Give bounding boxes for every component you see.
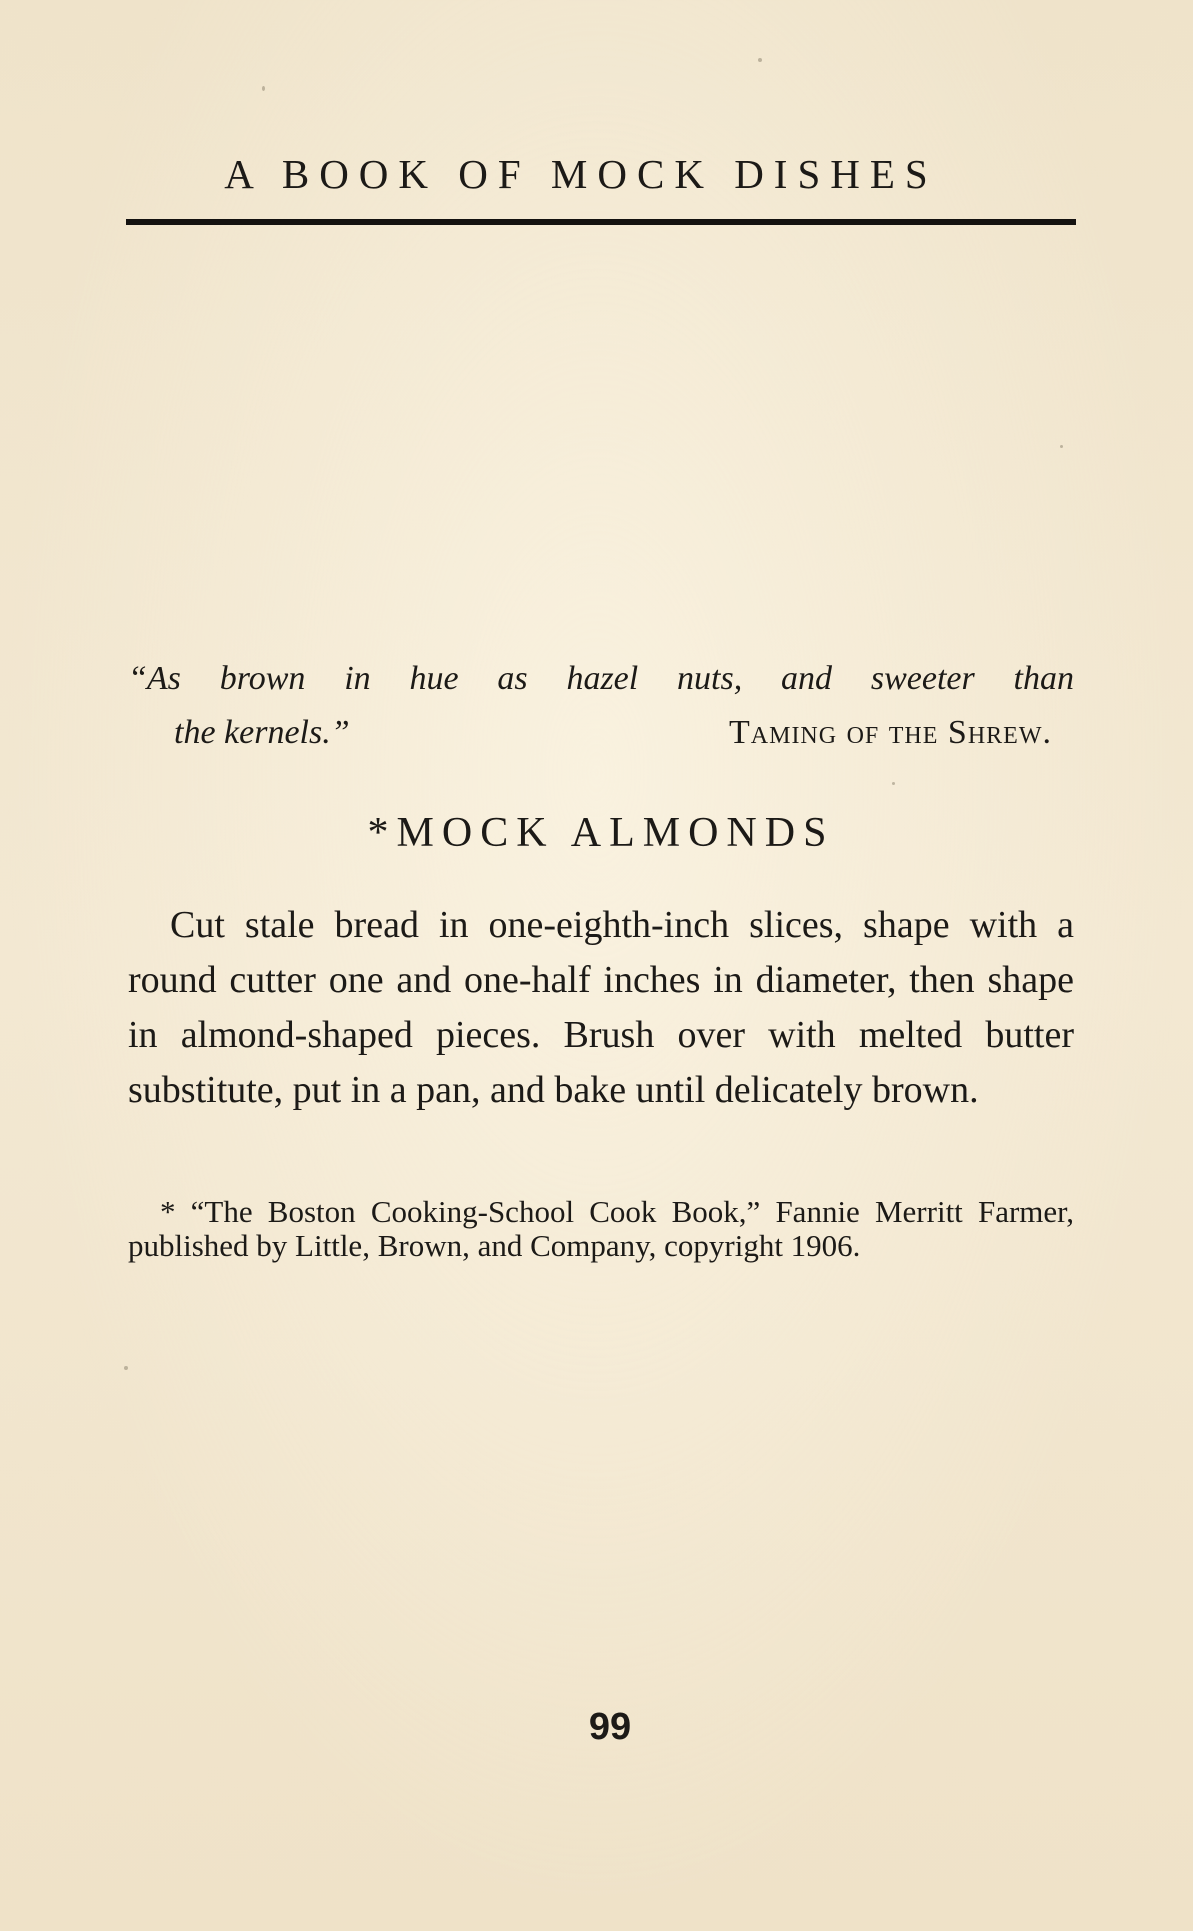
epigraph-source: Taming of the Shrew. — [729, 714, 1052, 751]
epigraph-line-1: “As brown in hue as hazel nuts, and sweeter than — [128, 660, 1074, 697]
paper-speck — [1060, 445, 1063, 448]
paper-speck — [892, 782, 895, 785]
running-head: A BOOK OF MOCK DISHES — [224, 151, 938, 197]
page-number: 99 — [588, 1706, 632, 1748]
paper-speck — [124, 1366, 128, 1370]
paper-speck — [758, 58, 762, 62]
epigraph-line-2: the kernels.” — [174, 714, 350, 751]
header-rule — [126, 219, 1076, 225]
recipe-body: Cut stale bread in one-eighth-inch slices, shape with a round cutter one and one-half inches in diameter, then shape in almond-shaped pieces. Brush over with melted butter substitute, put in a pan, and bake until delicately brown. — [128, 904, 1074, 1111]
footnote: * “The Boston Cooking-School Cook Book,” Fannie Merritt Farmer, published by Little, Brown, and Company, copyright 1906. — [128, 1194, 1074, 1263]
paper-speck — [262, 86, 265, 91]
epigraph-line-2-row — [128, 706, 1074, 760]
recipe-title: *MOCK ALMONDS — [367, 810, 835, 856]
epigraph — [128, 652, 1074, 760]
